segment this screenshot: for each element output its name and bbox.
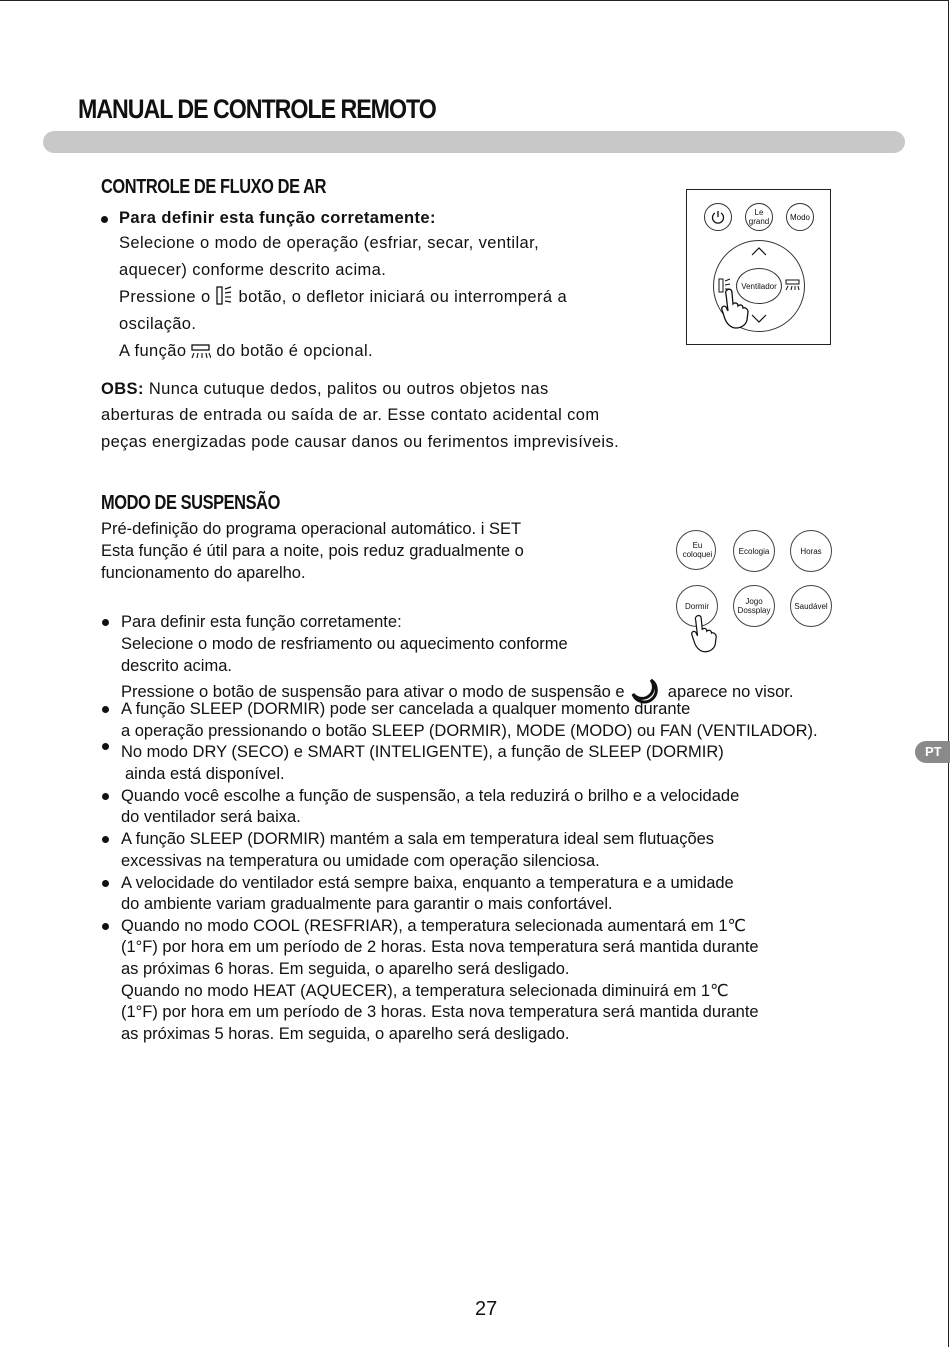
- mode-button: Modo: [786, 203, 814, 231]
- sleep-line: (1°F) por hora em um período de 3 horas. Esta nova temperatura será mantida durante: [121, 1003, 759, 1021]
- obs-line: peças energizadas pode causar danos ou ferimentos imprevisíveis.: [101, 433, 620, 451]
- chevron-up-icon: [751, 246, 767, 256]
- sleep-line: ainda está disponível.: [125, 765, 285, 783]
- sleep-line: descrito acima.: [121, 657, 232, 675]
- title-divider-bar: [43, 131, 905, 153]
- airflow-line-swing: [119, 284, 567, 311]
- eco-button: Ecologia: [733, 530, 775, 572]
- bullet: [102, 743, 109, 750]
- sleep-line: Quando você escolhe a função de suspensão, a tela reduzirá o brilho e a velocidade: [121, 787, 740, 805]
- airflow-heading: CONTROLE DE FLUXO DE AR: [101, 176, 327, 198]
- sleep-line: Para definir esta função corretamente:: [121, 613, 402, 631]
- remote-illustration-airflow: [686, 189, 831, 345]
- sleep-line: do ambiente variam gradualmente para garantir o mais confortável.: [121, 895, 613, 913]
- display-button: Jogo Dossplay: [733, 585, 775, 627]
- airflow-line: Selecione o modo de operação (esfriar, secar, ventilar,: [119, 234, 540, 252]
- sleep-intro-line: Esta função é útil para a noite, pois reduz gradualmente o: [101, 542, 524, 560]
- grand-button: Le grand: [745, 203, 773, 231]
- airflow-line: aquecer) conforme descrito acima.: [119, 261, 387, 279]
- obs-text: Nunca cutuque dedos, palitos ou outros objetos nas: [148, 380, 549, 398]
- horizontal-louver-icon: [785, 279, 801, 292]
- bullet: [102, 836, 109, 843]
- obs-line: [101, 376, 549, 403]
- sleep-line: (1°F) por hora em um período de 2 horas. Esta nova temperatura será mantida durante: [121, 938, 759, 956]
- sleep-line: Quando no modo COOL (RESFRIAR), a temperatura selecionada aumentará em 1℃: [121, 917, 747, 935]
- airflow-line-post: do botão é opcional.: [216, 342, 374, 360]
- horizontal-louver-icon: [191, 344, 211, 360]
- sleep-heading: MODO DE SUSPENSÃO: [101, 492, 280, 514]
- obs-line: aberturas de entrada ou saída de ar. Esse contato acidental com: [101, 406, 600, 424]
- sleep-line: No modo DRY (SECO) e SMART (INTELIGENTE), a função de SLEEP (DORMIR): [121, 743, 724, 761]
- airflow-line-pre: Pressione o: [119, 288, 211, 306]
- sleep-line: as próximas 5 horas. Em seguida, o aparelho será desligado.: [121, 1025, 570, 1043]
- sleep-button: Dormir: [676, 585, 718, 627]
- health-button: Saudável: [790, 585, 832, 627]
- airflow-bullet-title: Para definir esta função corretamente:: [119, 209, 436, 227]
- obs-label: OBS:: [101, 380, 144, 398]
- sleep-line: Selecione o modo de resfriamento ou aquecimento conforme: [121, 635, 568, 653]
- sleep-line: do ventilador será baixa.: [121, 808, 301, 826]
- page-number: 27: [475, 1298, 498, 1320]
- chevron-down-icon: [751, 314, 767, 324]
- airflow-line-optional: [119, 338, 373, 365]
- sleep-intro-line: Pré-definição do programa operacional automático. i SET: [101, 520, 522, 538]
- sleep-intro-line: funcionamento do aparelho.: [101, 564, 306, 582]
- airflow-line-post: botão, o defletor iniciará ou interromperá a: [238, 288, 568, 306]
- bullet: [102, 619, 109, 626]
- sleep-line: excessivas na temperatura ou umidade com operação silenciosa.: [121, 852, 600, 870]
- bullet: [102, 793, 109, 800]
- airflow-line-pre: A função: [119, 342, 187, 360]
- sleep-line: as próximas 6 horas. Em seguida, o aparelho será desligado.: [121, 960, 570, 978]
- sleep-line: Quando no modo HEAT (AQUECER), a temperatura selecionada diminuirá em 1℃: [121, 982, 729, 1000]
- page-title: MANUAL DE CONTROLE REMOTO: [78, 94, 436, 124]
- sleep-line-post: aparece no visor.: [667, 683, 794, 701]
- sleep-line: A função SLEEP (DORMIR) mantém a sala em temperatura ideal sem flutuações: [121, 830, 715, 848]
- bullet: [102, 880, 109, 887]
- sleep-line: A velocidade do ventilador está sempre baixa, enquanto a temperatura e a umidade: [121, 874, 734, 892]
- pointing-hand-icon: [691, 614, 719, 654]
- i-set-button: Eu coloquei: [676, 530, 716, 570]
- power-button: [704, 203, 732, 231]
- sleep-line-pre: Pressione o botão de suspensão para ativar o modo de suspensão e: [121, 683, 625, 701]
- bullet: [102, 706, 109, 713]
- fan-button: Ventilador: [736, 268, 782, 304]
- pointing-hand-icon: [721, 288, 751, 330]
- airflow-line: oscilação.: [119, 315, 197, 333]
- timer-button: Horas: [790, 530, 832, 572]
- sleep-line: a operação pressionando o botão SLEEP (DORMIR), MODE (MODO) ou FAN (VENTILADOR).: [121, 722, 818, 740]
- sleep-line: A função SLEEP (DORMIR) pode ser cancelada a qualquer momento durante: [121, 700, 691, 718]
- language-tab: PT: [915, 741, 950, 763]
- bullet: [101, 216, 108, 223]
- swing-louver-icon: [216, 286, 234, 306]
- bullet: [102, 923, 109, 930]
- power-icon: [710, 209, 726, 225]
